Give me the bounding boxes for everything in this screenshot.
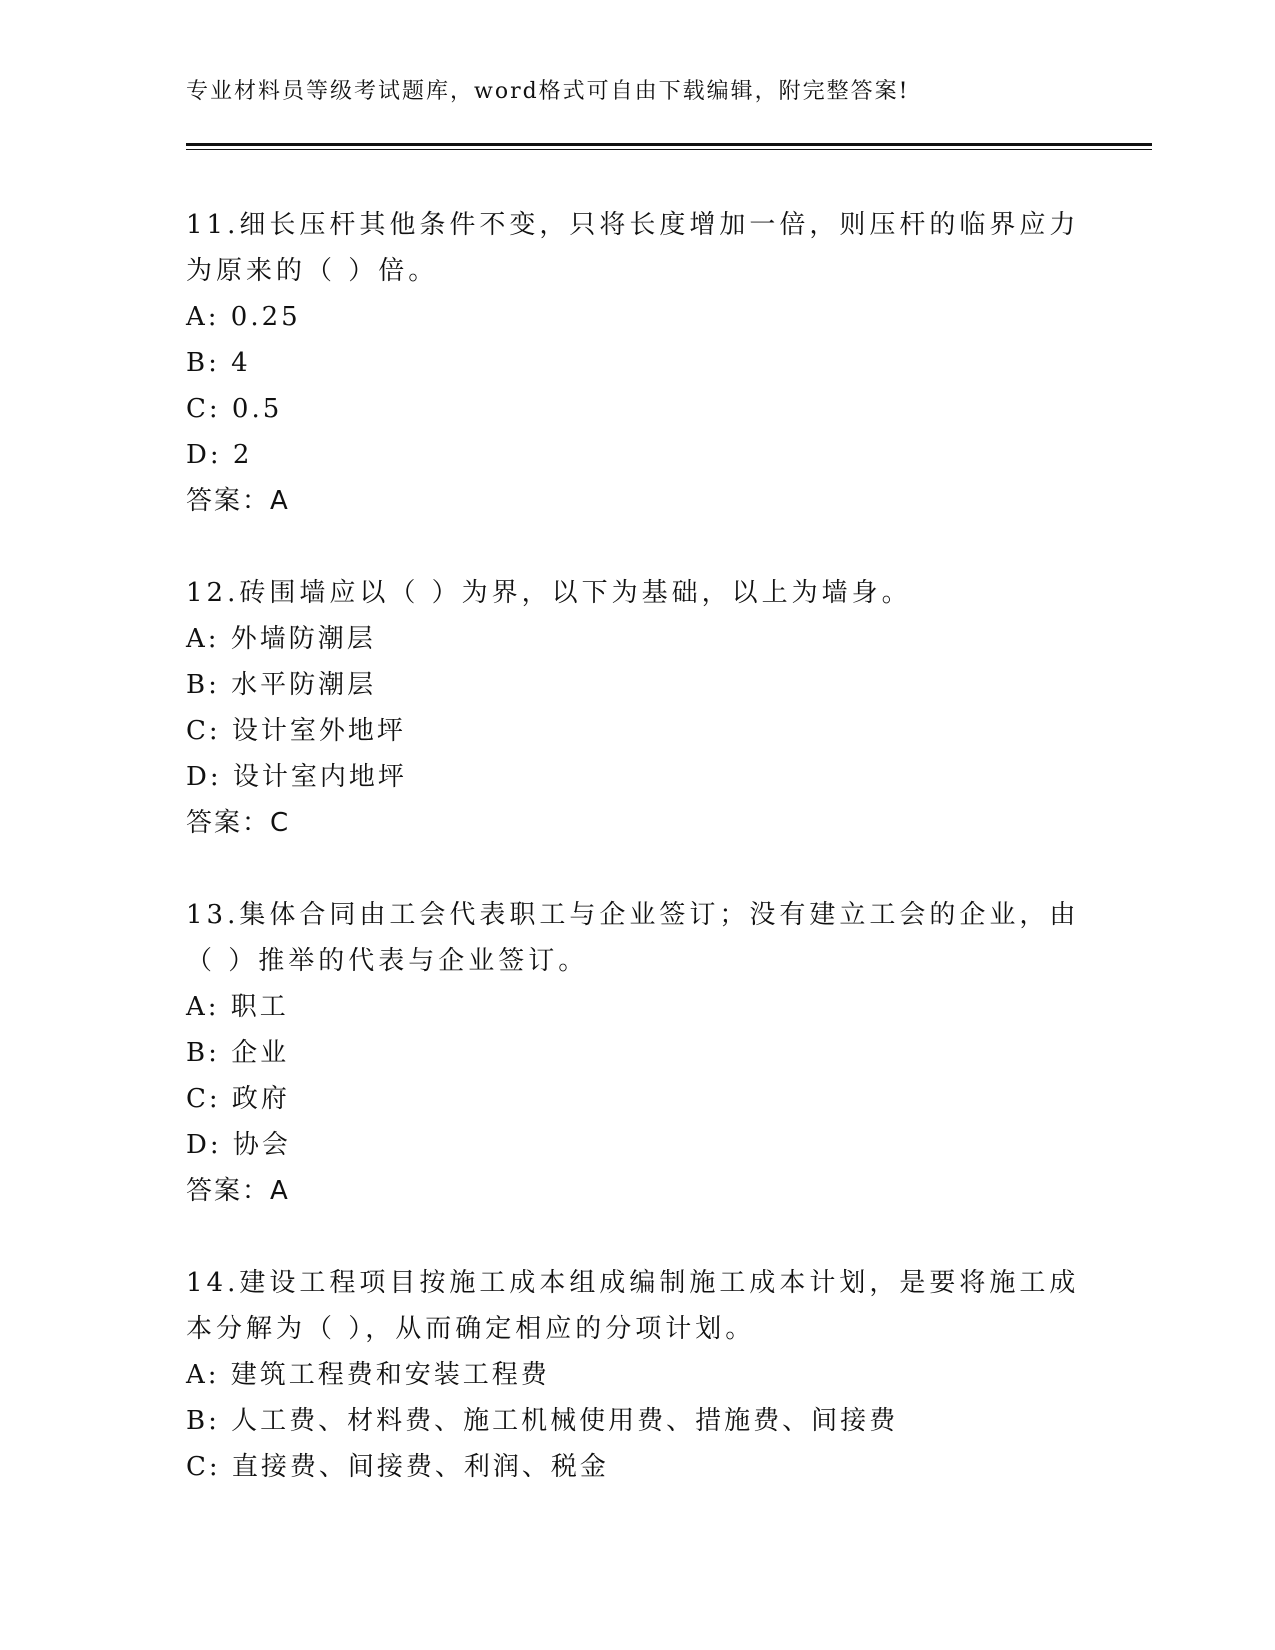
question-stem: 14.建设工程项目按施工成本组成编制施工成本计划，是要将施工成本分解为（ ），从而确定相应的分项计划。: [186, 1268, 1080, 1344]
answer-line: 答案：A: [186, 1176, 290, 1206]
option-c: C: 0.5: [186, 394, 283, 424]
option-a: A: 外墙防潮层: [186, 624, 376, 654]
option-c: C: 设计室外地坪: [186, 716, 406, 746]
option-d: D: 设计室内地坪: [186, 762, 407, 792]
page-header: 专业材料员等级考试题库，word格式可自由下载编辑，附完整答案!: [186, 79, 910, 104]
question-14: [186, 1260, 1086, 1490]
header-rule-thick: [186, 143, 1152, 146]
answer-line: 答案：C: [186, 808, 291, 838]
header-rule-thin: [186, 149, 1152, 150]
option-b: B: 4: [186, 348, 251, 378]
question-12: [186, 570, 1086, 846]
option-d: D: 协会: [186, 1130, 291, 1160]
option-b: B: 企业: [186, 1038, 290, 1068]
answer-line: 答案：A: [186, 486, 290, 516]
option-a: A: 建筑工程费和安装工程费: [186, 1360, 550, 1390]
option-b: B: 人工费、材料费、施工机械使用费、措施费、间接费: [186, 1406, 899, 1436]
option-c: C: 政府: [186, 1084, 290, 1114]
option-a: A: 职工: [186, 992, 289, 1022]
question-stem: 12.砖围墙应以（ ）为界，以下为基础，以上为墙身。: [186, 578, 912, 608]
option-a: A: 0.25: [186, 302, 301, 332]
question-11: [186, 202, 1086, 524]
option-b: B: 水平防潮层: [186, 670, 377, 700]
question-stem: 13.集体合同由工会代表职工与企业签订；没有建立工会的企业，由（ ）推举的代表与企业签订。: [186, 900, 1080, 976]
question-stem: 11.细长压杆其他条件不变，只将长度增加一倍，则压杆的临界应力为原来的（ ）倍。: [186, 210, 1080, 286]
option-c: C: 直接费、间接费、利润、税金: [186, 1452, 609, 1482]
question-list: [186, 202, 1086, 1536]
option-d: D: 2: [186, 440, 253, 470]
question-13: [186, 892, 1086, 1214]
